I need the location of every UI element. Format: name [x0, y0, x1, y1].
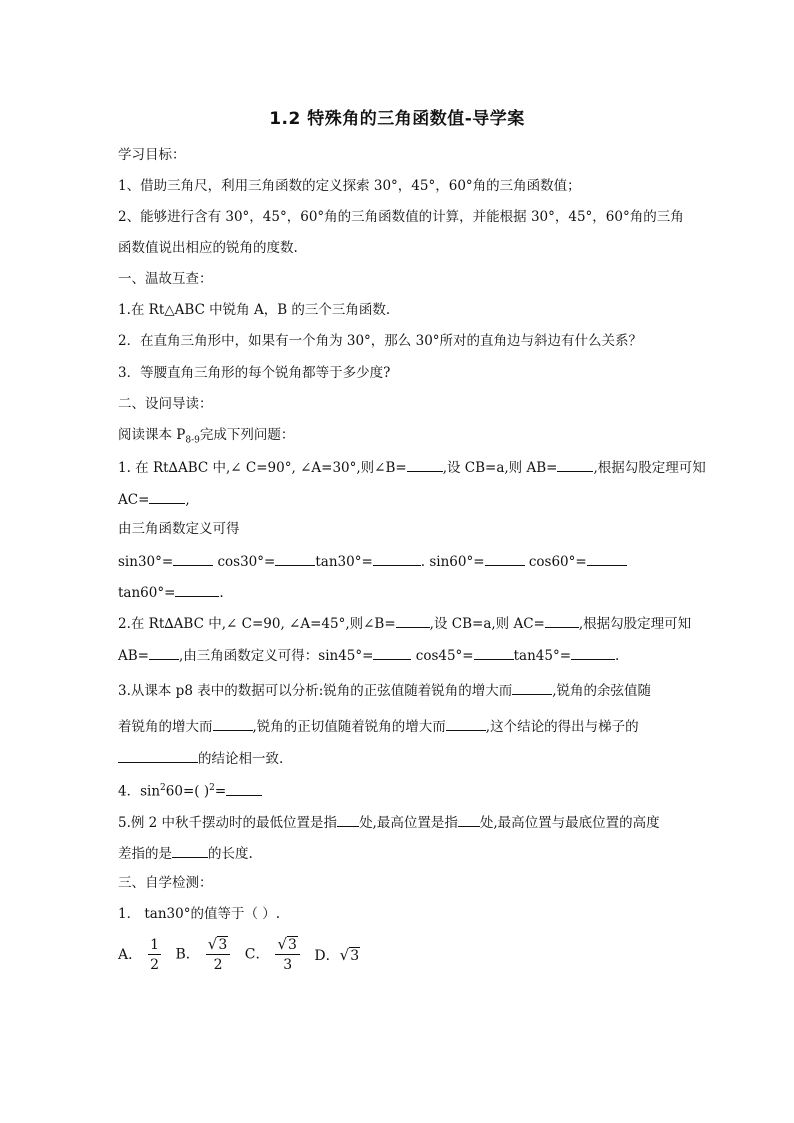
fill-blank[interactable] [407, 457, 443, 472]
option-c[interactable] [245, 936, 300, 973]
guide-problem-5-line-2 [118, 843, 253, 863]
fill-blank[interactable] [373, 551, 421, 566]
superscript: 2 [160, 783, 166, 793]
fill-blank[interactable] [175, 582, 219, 597]
fill-blank[interactable] [173, 551, 213, 566]
guide-intro-suffix: 完成下列问题： [199, 427, 295, 443]
guide-intro [118, 426, 294, 450]
radicand: 3 [350, 947, 360, 964]
text-segment: ,设 CB=a,则 AC= [429, 616, 545, 632]
text-segment: cos45°= [411, 648, 474, 664]
option-a[interactable] [118, 937, 161, 973]
trig-values-line-1 [118, 551, 627, 571]
numerator [275, 936, 299, 955]
fraction [206, 936, 230, 973]
option-label: A． [118, 946, 143, 963]
denominator: 2 [150, 956, 160, 973]
fill-blank[interactable] [485, 551, 525, 566]
text-segment: cos60°= [524, 554, 587, 570]
text-segment: tan60°= [118, 585, 176, 601]
fill-blank[interactable] [587, 551, 627, 566]
text-segment: 4．sin [118, 783, 161, 800]
review-heading: 一、温故互查： [118, 271, 213, 287]
text-segment: 60=( ) [165, 783, 210, 800]
objectives-heading: 学习目标： [118, 147, 186, 163]
trig-values-line-2 [118, 582, 224, 602]
text-segment: ,锐角的正切值随着锐角的增大而 [252, 719, 446, 735]
text-segment: sin30°= [118, 554, 174, 570]
denominator: 3 [283, 957, 293, 973]
text-segment: 着锐角的增大而 [118, 719, 213, 735]
text-segment: 5.例 2 中秋千摆动时的最低位置是指 [118, 815, 338, 831]
sqrt-expression [277, 936, 297, 953]
guide-problem-1-line-2 [118, 489, 190, 509]
text-segment: 2.在 Rt∆ABC 中,∠ C=90, ∠A=45°,则∠B= [118, 616, 396, 632]
objective-item-1: 1、借助三角尺，利用三角函数的定义探索 30°，45°，60°角的三角函数值； [118, 178, 581, 194]
selftest-question-1: 1． tan30°的值等于（ ）. [118, 906, 281, 922]
objective-item-2-line-2: 函数值说出相应的锐角的度数. [118, 240, 298, 256]
sqrt-expression [208, 936, 228, 953]
denominator: 2 [213, 957, 223, 973]
guide-intro-prefix: 阅读课本 P [118, 427, 186, 443]
numerator: 1 [150, 936, 160, 953]
guide-problem-3-line-2 [118, 716, 639, 736]
fill-blank[interactable] [337, 812, 359, 827]
fill-blank[interactable] [474, 645, 514, 660]
option-label: D． [314, 947, 340, 964]
fraction [275, 936, 299, 973]
guide-problem-3-line-3 [118, 748, 283, 768]
text-segment: 处,最高位置是指 [359, 815, 458, 831]
fill-blank[interactable] [557, 457, 593, 472]
fill-blank[interactable] [213, 716, 253, 731]
text-segment: 3.从课本 p8 表中的数据可以分析:锐角的正弦值随着锐角的增大而 [118, 683, 513, 699]
guide-heading: 二、设问导读： [118, 396, 213, 412]
sqrt-icon: √ [277, 935, 288, 953]
text-segment: ,根据勾股定理可知 [578, 616, 692, 632]
radicand: 3 [218, 937, 228, 953]
sqrt-icon: √ [207, 935, 218, 953]
option-d[interactable] [314, 945, 360, 965]
guide-problem-3-line-1 [118, 680, 651, 700]
text-segment: . sin60°= [420, 554, 485, 570]
fill-blank[interactable] [149, 489, 185, 504]
text-segment: ,这个结论的得出与梯子的 [485, 719, 639, 735]
fill-blank[interactable] [396, 613, 430, 628]
text-segment: ,设 CB=a,则 AB= [442, 460, 558, 476]
guide-problem-5-line-1 [118, 812, 660, 832]
numerator [206, 936, 230, 955]
selftest-heading: 三、自学检测： [118, 875, 213, 891]
text-segment: ,根据勾股定理可知 [593, 460, 706, 476]
text-segment: . [219, 585, 224, 601]
review-question-1: 1.在 Rt△ABC 中锐角 A，B 的三个三角函数. [118, 302, 391, 318]
superscript: 2 [209, 783, 215, 793]
review-question-2: 2．在直角三角形中，如果有一个角为 30°，那么 30°所对的直角边与斜边有什么关系？ [118, 333, 643, 349]
guide-intro-pages: 8-9 [185, 435, 200, 446]
fill-blank[interactable] [571, 645, 615, 660]
text-segment: cos30°= [213, 554, 276, 570]
fill-blank[interactable] [512, 680, 552, 695]
text-segment: AB= [118, 648, 149, 664]
objective-item-2-line-1: 2、能够进行含有 30°，45°，60°角的三角函数值的计算，并能根据 30°，45°，60°角的三角 [118, 209, 684, 225]
option-label: B． [175, 946, 200, 963]
fill-blank[interactable] [458, 812, 480, 827]
page-title: 1.2 特殊角的三角函数值-导学案 [269, 109, 525, 129]
text-segment: tan45°= [513, 648, 572, 664]
guide-problem-1-line-3: 由三角函数定义可得 [118, 521, 240, 537]
text-segment: , [185, 492, 190, 508]
guide-problem-2-line-2 [118, 645, 619, 665]
text-segment: = [214, 783, 227, 800]
fill-blank[interactable] [226, 781, 262, 796]
fill-blank[interactable] [275, 551, 315, 566]
radicand: 3 [288, 937, 297, 953]
guide-problem-2-line-1 [118, 613, 691, 633]
fill-blank[interactable] [149, 645, 179, 660]
text-segment: ,由三角函数定义可得：sin45°= [178, 648, 374, 664]
fill-blank[interactable] [373, 645, 411, 660]
text-segment: ,锐角的余弦值随 [552, 683, 652, 699]
text-segment: AC= [118, 492, 150, 508]
fill-blank[interactable] [446, 716, 486, 731]
option-b[interactable] [176, 936, 231, 973]
guide-problem-4 [118, 779, 262, 801]
fill-blank[interactable] [172, 843, 208, 858]
answer-options [118, 936, 370, 973]
text-segment: 1. 在 Rt∆ABC 中,∠ C=90°, ∠A=30°,则∠B= [118, 460, 407, 476]
text-segment: tan30°= [315, 554, 373, 570]
text-segment: . [615, 648, 620, 664]
sqrt-expression [340, 946, 360, 964]
text-segment: 的结论相一致. [198, 751, 284, 767]
text-segment: 处,最高位置与最底位置的高度 [479, 815, 660, 831]
option-label: C． [244, 946, 270, 963]
guide-problem-1-line-1 [118, 457, 706, 477]
sqrt-icon: √ [339, 945, 350, 964]
fill-blank[interactable] [545, 613, 579, 628]
text-segment: 的长度. [208, 846, 253, 862]
text-segment: 差指的是 [118, 846, 172, 862]
review-question-3: 3．等腰直角三角形的每个锐角都等于多少度? [118, 365, 391, 381]
fraction [148, 937, 161, 973]
fill-blank[interactable] [118, 748, 198, 763]
